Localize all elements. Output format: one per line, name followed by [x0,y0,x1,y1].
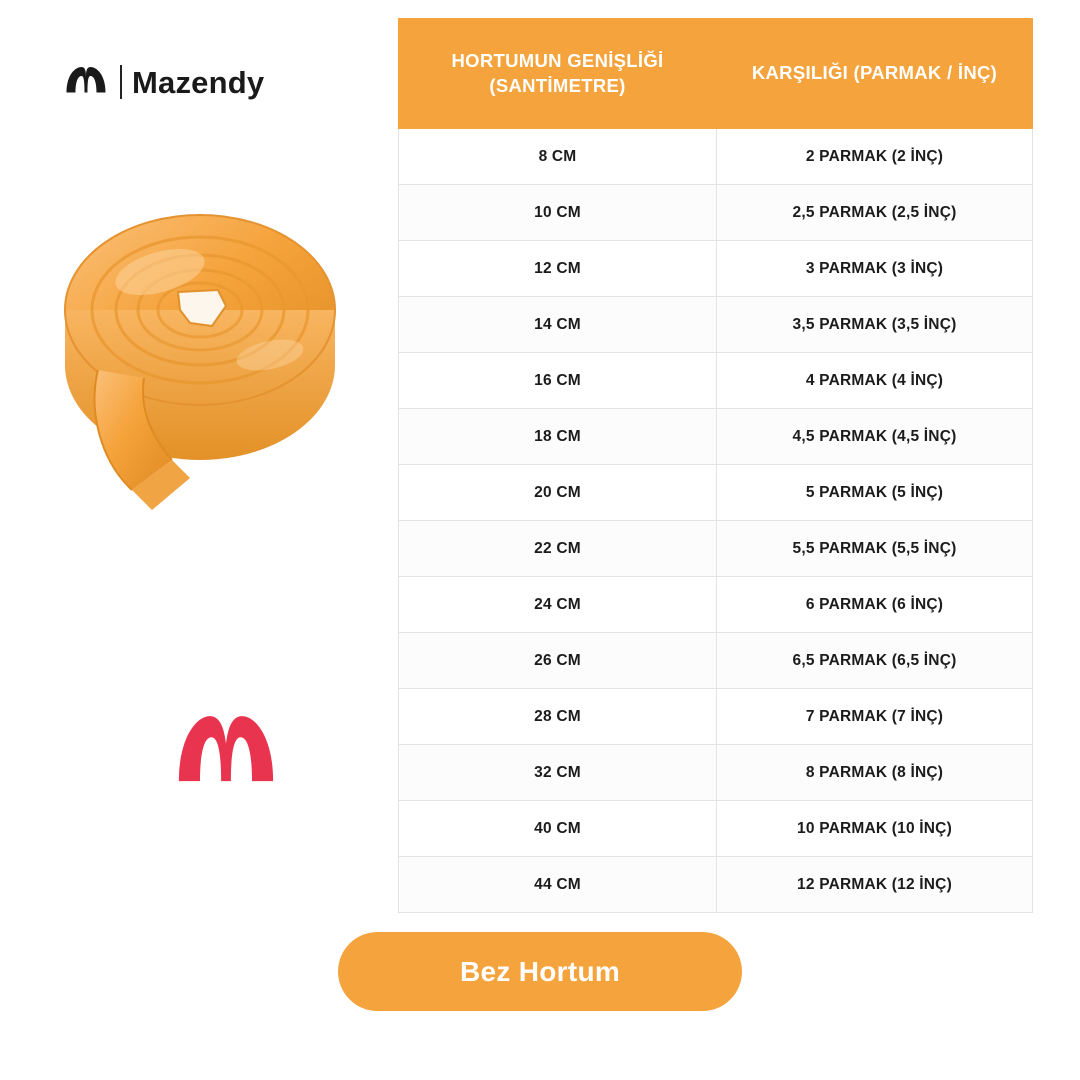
product-image [40,160,380,520]
brand-divider [120,65,122,99]
cell-inch: 6 PARMAK (6 İNÇ) [717,577,1033,633]
table-row [399,409,1033,465]
cell-cm: 26 CM [399,633,717,689]
table-row [399,633,1033,689]
column-header-cm: HORTUMUN GENİŞLİĞİ (SANTİMETRE) [399,19,717,129]
cell-cm: 44 CM [399,857,717,913]
cell-inch: 8 PARMAK (8 İNÇ) [717,745,1033,801]
table-row [399,577,1033,633]
cell-cm: 18 CM [399,409,717,465]
brand-header [62,58,264,106]
table-row [399,689,1033,745]
cell-cm: 14 CM [399,297,717,353]
cell-cm: 22 CM [399,521,717,577]
table-row [399,241,1033,297]
cell-cm: 16 CM [399,353,717,409]
brand-name: Mazendy [132,64,265,100]
table-header-row [399,19,1033,129]
cell-inch: 3,5 PARMAK (3,5 İNÇ) [717,297,1033,353]
cell-inch: 5,5 PARMAK (5,5 İNÇ) [717,521,1033,577]
cell-inch: 6,5 PARMAK (6,5 İNÇ) [717,633,1033,689]
left-column [0,0,395,1080]
table-row [399,857,1033,913]
cell-inch: 12 PARMAK (12 İNÇ) [717,857,1033,913]
cell-cm: 32 CM [399,745,717,801]
table-row [399,129,1033,185]
table-row [399,353,1033,409]
mazendy-m-logo-icon [172,708,280,786]
cell-cm: 12 CM [399,241,717,297]
cell-cm: 10 CM [399,185,717,241]
column-header-inch: KARŞILIĞI (PARMAK / İNÇ) [717,19,1033,129]
cell-cm: 40 CM [399,801,717,857]
table-row [399,297,1033,353]
cell-inch: 10 PARMAK (10 İNÇ) [717,801,1033,857]
cell-inch: 7 PARMAK (7 İNÇ) [717,689,1033,745]
cell-inch: 2,5 PARMAK (2,5 İNÇ) [717,185,1033,241]
cell-cm: 24 CM [399,577,717,633]
product-name-pill[interactable]: Bez Hortum [338,932,742,1011]
cell-inch: 2 PARMAK (2 İNÇ) [717,129,1033,185]
cell-inch: 4 PARMAK (4 İNÇ) [717,353,1033,409]
mazendy-m-logo-icon [62,58,110,106]
table-row [399,185,1033,241]
cell-cm: 8 CM [399,129,717,185]
cell-cm: 28 CM [399,689,717,745]
table-row [399,801,1033,857]
table-row [399,745,1033,801]
cell-inch: 5 PARMAK (5 İNÇ) [717,465,1033,521]
cell-cm: 20 CM [399,465,717,521]
table-row [399,465,1033,521]
table-row [399,521,1033,577]
cell-inch: 3 PARMAK (3 İNÇ) [717,241,1033,297]
cell-inch: 4,5 PARMAK (4,5 İNÇ) [717,409,1033,465]
size-conversion-table [398,18,1032,913]
